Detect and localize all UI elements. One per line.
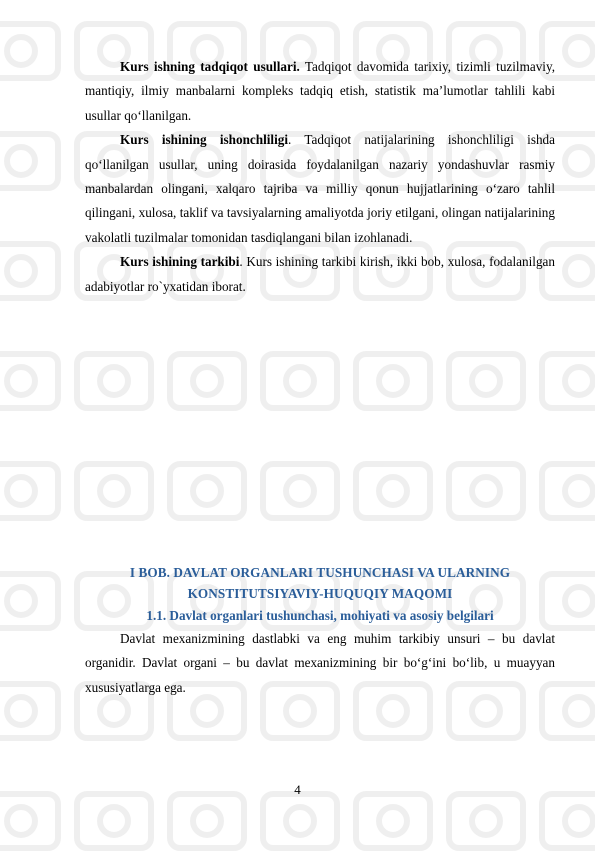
chapter-body-text: Davlat mexanizmining dastlabki va eng muhim tarkibiy unsuri – bu davlat organidir. Davlat organi – bu davlat mexanizmining bir bo‘g‘ini bo‘lib, u muayyan xususiyatlarga ega. [85, 631, 555, 695]
page-content [85, 55, 555, 700]
page-number: 4 [294, 782, 301, 797]
section-title: 1.1. Davlat organlari tushunchasi, mohiyati va asosiy belgilari [146, 608, 494, 624]
paragraph-methods-text: Tadqiqot davomida tarixiy, tizimli tuzilmaviy, mantiqiy, ilmiy manbalarni kompleks tadqiq etish, statistik maʼlumotlar tahlili kabi usullar qoʻllanilgan. [85, 59, 555, 123]
watermark-tile [259, 790, 341, 852]
paragraph-reliability-text: . Tadqiqot natijalarining ishonchliligi ishda qoʻllanilgan usullar, uning doirasida foydalanilgan nazariy yondashuvlar rasmiy manbalardan olingani, xalqaro tajriba va milliy qonun hujjatlarining oʻzaro tahlil qilingani, xulosa, taklif va tavsiyalarning amaliyotda joriy etilgani, olingan natijalarining vakolatli tuzilmalar tomonidan tasdiqlangani bilan izohlanadi. [85, 132, 555, 245]
watermark-tile [0, 680, 62, 742]
paragraph-methods [85, 55, 555, 128]
watermark-tile [0, 20, 62, 82]
paragraph-methods-title: Kurs ishning tadqiqot usullari. [120, 59, 300, 74]
watermark-tile [0, 790, 62, 852]
watermark-tile [0, 570, 62, 632]
watermark-tile [73, 790, 155, 852]
paragraph-structure-text: . Kurs ishining tarkibi kirish, ikki bob, xulosa, fodalanilgan adabiyotlar ro`yxatidan iborat. [85, 254, 555, 294]
chapter-title-line-1: I BOB. DAVLAT ORGANLARI TUSHUNCHASI VA ULARNING [129, 565, 511, 581]
watermark-tile [352, 790, 434, 852]
watermark-tile [0, 350, 62, 412]
chapter-title-line-2: KONSTITUTSIYAVIY-HUQUQIY MAQOMI [187, 585, 453, 601]
paragraph-structure-title: Kurs ishining tarkibi [120, 254, 240, 270]
watermark-tile [166, 790, 248, 852]
paragraph-reliability [85, 128, 555, 250]
paragraph-reliability-title: Kurs ishining ishonchliligi [120, 132, 289, 148]
watermark-tile [0, 130, 62, 192]
paragraph-structure [85, 250, 555, 299]
watermark-tile [445, 790, 527, 852]
blank-space [85, 299, 555, 563]
watermark-tile [0, 240, 62, 302]
watermark-tile [0, 460, 62, 522]
watermark-tile [538, 790, 595, 852]
